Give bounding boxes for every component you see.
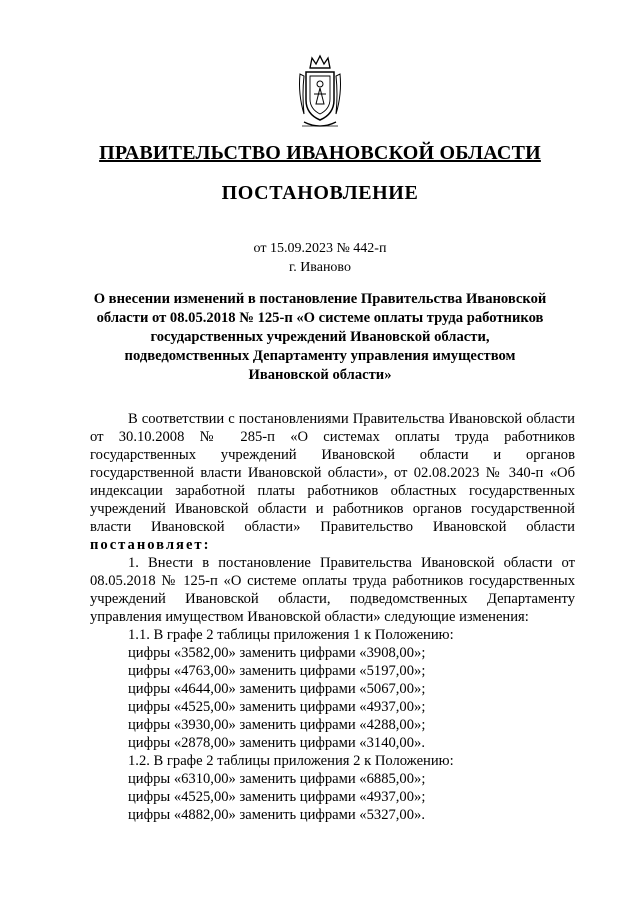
- replacement-line: цифры «4644,00» заменить цифрами «5067,00»;: [128, 681, 426, 697]
- date-and-number: от 15.09.2023 № 442-п: [253, 241, 387, 256]
- document-title: О внесении изменений в постановление Правительства Ивановской области от 08.05.2018 № 125-п «О системе оплаты труда работников государственных учреждений Ивановской области, подведомственных Департаменту управления имуществом Ивановской области»: [93, 291, 547, 383]
- coat-of-arms-icon: [296, 54, 344, 132]
- organization-name: ПРАВИТЕЛЬСТВО ИВАНОВСКОЙ ОБЛАСТИ: [99, 142, 541, 164]
- replacement-line: цифры «4763,00» заменить цифрами «5197,00»;: [128, 663, 426, 679]
- date-number-block: [0, 239, 640, 277]
- preamble-text: В соответствии с постановлениями Правительства Ивановской области от 30.10.2008 № 285-п «О системах оплаты труда работников государственных учреждений Ивановской области и органов государственной власти Ивановской области», от 02.08.2023 № 340-п «Об индексации заработной платы работников областных государственных учреждений Ивановской области и работников органов государственной власти Ивановской области» Правительство Ивановской области: [90, 411, 575, 535]
- replacement-line: цифры «3582,00» заменить цифрами «3908,00»;: [128, 645, 426, 661]
- subitem-1-2-heading: 1.2. В графе 2 таблицы приложения 2 к Положению:: [128, 753, 454, 769]
- city: г. Иваново: [289, 260, 351, 275]
- replacement-line: цифры «4525,00» заменить цифрами «4937,00»;: [128, 789, 426, 805]
- subitem-1-1-heading: 1.1. В графе 2 таблицы приложения 1 к Положению:: [128, 627, 454, 643]
- replacement-line: цифры «4525,00» заменить цифрами «4937,00»;: [128, 699, 426, 715]
- decree-word: постановляет:: [90, 537, 211, 553]
- replacement-line: цифры «4882,00» заменить цифрами «5327,00».: [128, 807, 425, 823]
- document-body: [90, 410, 575, 824]
- replacement-line: цифры «6310,00» заменить цифрами «6885,00»;: [128, 771, 426, 787]
- replacement-line: цифры «2878,00» заменить цифрами «3140,00».: [128, 735, 425, 751]
- document-type: ПОСТАНОВЛЕНИЕ: [221, 182, 419, 204]
- replacement-line: цифры «3930,00» заменить цифрами «4288,00»;: [128, 717, 426, 733]
- preamble-paragraph: [90, 410, 575, 554]
- item-1-paragraph: 1. Внести в постановление Правительства Ивановской области от 08.05.2018 № 125-п «О системе оплаты труда работников государственных учреждений Ивановской области, подведомственных Департаменту управления имуществом Ивановской области» следующие изменения:: [90, 555, 575, 625]
